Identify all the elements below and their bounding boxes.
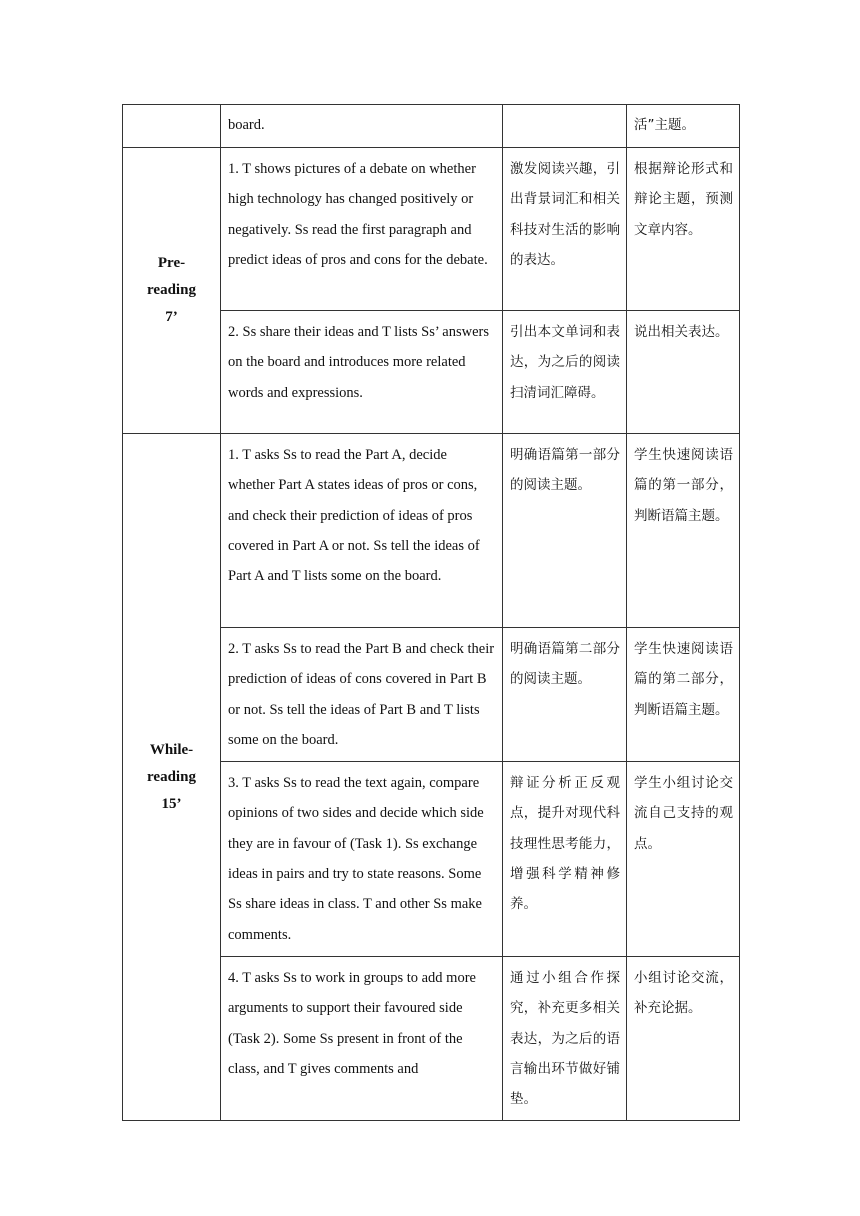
- table-row: [123, 434, 740, 628]
- lesson-plan-table: [122, 104, 740, 1121]
- purpose-cell: 辩证分析正反观点，提升对现代科技理性思考能力，增强科学精神修养。: [503, 762, 627, 957]
- stage-cell: [123, 105, 221, 148]
- stage-label: reading: [147, 282, 196, 298]
- design-cell: 学生小组讨论交流自己支持的观点。: [627, 762, 740, 957]
- purpose-cell: 明确语篇第一部分的阅读主题。: [503, 434, 627, 628]
- activity-cell: 3. T asks Ss to read the text again, compare opinions of two sides and decide which side they are in favour of (Task 1). Ss exchange ideas in pairs and try to state reasons. Some Ss share ideas in class. T and other Ss make comments.: [221, 762, 503, 957]
- activity-cell: 1. T shows pictures of a debate on whether high technology has changed positively or negatively. Ss read the first paragraph and predict ideas of pros and cons for the debate.: [221, 148, 503, 311]
- activity-cell: 2. T asks Ss to read the Part B and check their prediction of ideas of cons covered in Part B or not. Ss tell the ideas of Part B and T lists some on the board.: [221, 628, 503, 762]
- stage-time: 15’: [161, 795, 182, 812]
- purpose-cell: 激发阅读兴趣，引出背景词汇和相关科技对生活的影响的表达。: [503, 148, 627, 311]
- design-cell: 活”主题。: [627, 105, 740, 148]
- stage-label: reading: [147, 768, 196, 785]
- table-row: [123, 105, 740, 148]
- stage-cell-pre-reading: [123, 148, 221, 434]
- design-cell: 学生快速阅读语篇的第二部分，判断语篇主题。: [627, 628, 740, 762]
- purpose-cell: 引出本文单词和表达，为之后的阅读扫清词汇障碍。: [503, 311, 627, 434]
- design-cell: 根据辩论形式和辩论主题，预测文章内容。: [627, 148, 740, 311]
- activity-cell: 2. Ss share their ideas and T lists Ss’ answers on the board and introduces more related words and expressions.: [221, 311, 503, 434]
- stage-label: While-: [149, 741, 194, 758]
- stage-cell-while-reading: [123, 434, 221, 1121]
- purpose-cell: [503, 105, 627, 148]
- activity-cell: board.: [221, 105, 503, 148]
- purpose-cell: 通过小组合作探究，补充更多相关表达，为之后的语言输出环节做好铺垫。: [503, 956, 627, 1120]
- activity-cell: 1. T asks Ss to read the Part A, decide whether Part A states ideas of pros or cons, and check their prediction of ideas of pros covered in Part A or not. Ss tell the ideas of Part A and T lists some on the board.: [221, 434, 503, 628]
- stage-time: 7’: [165, 309, 178, 325]
- design-cell: 学生快速阅读语篇的第一部分，判断语篇主题。: [627, 434, 740, 628]
- design-cell: 小组讨论交流，补充论据。: [627, 956, 740, 1120]
- table-row: [123, 148, 740, 311]
- purpose-cell: 明确语篇第二部分的阅读主题。: [503, 628, 627, 762]
- design-cell: 说出相关表达。: [627, 311, 740, 434]
- activity-cell: 4. T asks Ss to work in groups to add more arguments to support their favoured side (Task 2). Some Ss present in front of the class, and T gives comments and: [221, 956, 503, 1120]
- stage-label: Pre-: [157, 255, 186, 271]
